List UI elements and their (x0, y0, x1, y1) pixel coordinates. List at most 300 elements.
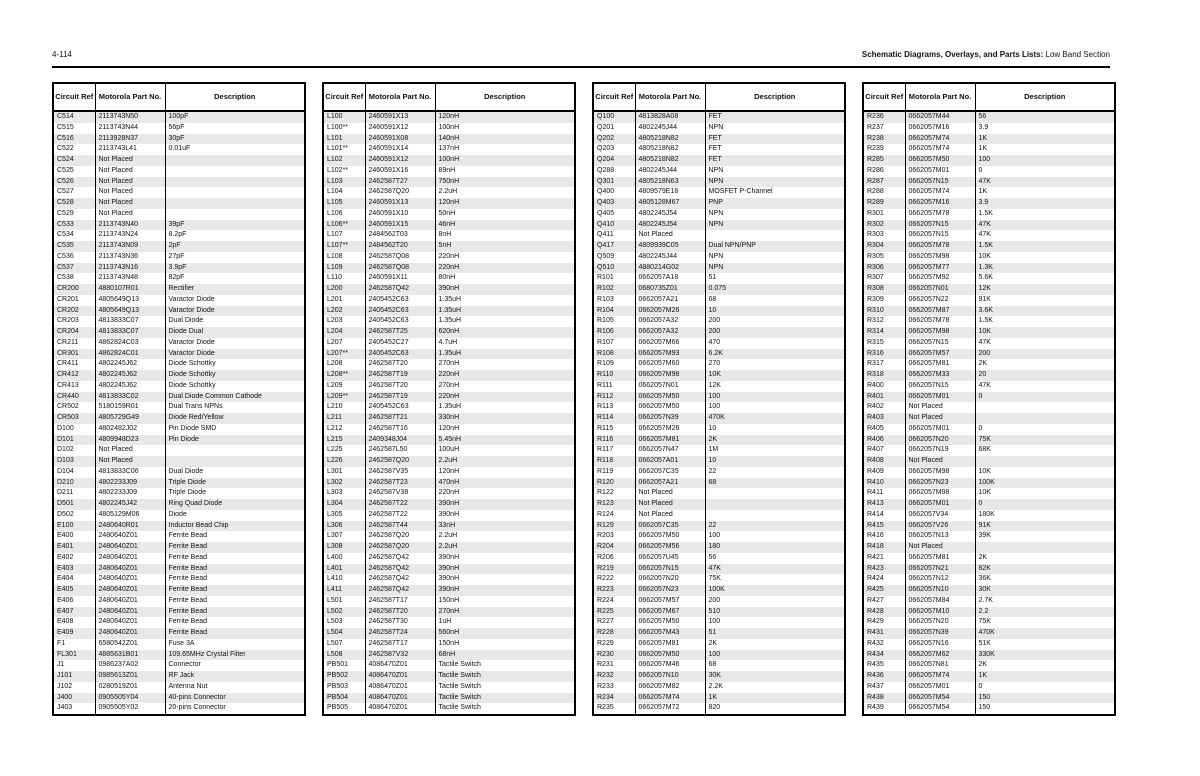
circuit-ref-cell: R438 (863, 693, 905, 704)
table-row (863, 564, 1115, 575)
circuit-ref-cell: R204 (593, 542, 635, 553)
circuit-ref-cell: R415 (863, 521, 905, 532)
table-row (593, 370, 845, 381)
description-cell: 46nH (435, 220, 575, 231)
circuit-ref-cell: L504 (323, 628, 365, 639)
circuit-ref-cell: D502 (53, 510, 95, 521)
table-row (53, 682, 305, 693)
circuit-ref-cell: R314 (863, 327, 905, 338)
part-no-cell: 0662057M57 (905, 349, 975, 360)
description-cell: Dual Diode Common Cathode (165, 392, 305, 403)
description-cell: 33nH (435, 521, 575, 532)
part-no-cell: 0662057N20 (905, 617, 975, 628)
circuit-ref-cell: C524 (53, 155, 95, 166)
description-cell: 2.2uH (435, 187, 575, 198)
part-no-cell: 4809948D23 (95, 435, 165, 446)
circuit-ref-cell: L401 (323, 564, 365, 575)
table-row (323, 402, 575, 413)
part-no-cell: 0662057M01 (905, 682, 975, 693)
description-cell: PNP (705, 198, 845, 209)
circuit-ref-cell: L207 (323, 338, 365, 349)
description-cell: Diode (165, 510, 305, 521)
description-cell: 0.075 (705, 284, 845, 295)
part-no-cell: 0662057M67 (635, 607, 705, 618)
circuit-ref-cell: CR412 (53, 370, 95, 381)
circuit-ref-cell: L102** (323, 166, 365, 177)
header-row (323, 83, 575, 111)
table-row (593, 273, 845, 284)
part-no-cell: 2462587T22 (365, 510, 435, 521)
table-row (323, 252, 575, 263)
circuit-ref-cell: Q403 (593, 198, 635, 209)
table-row (593, 284, 845, 295)
description-header: Description (435, 83, 575, 111)
table-row (53, 220, 305, 231)
part-no-cell: 4802245J62 (95, 370, 165, 381)
description-cell: 51 (705, 628, 845, 639)
circuit-ref-cell: C538 (53, 273, 95, 284)
circuit-ref-cell: Q400 (593, 187, 635, 198)
part-no-cell: 0662057N10 (905, 585, 975, 596)
description-cell: Ferrite Bead (165, 542, 305, 553)
table-row (863, 596, 1115, 607)
circuit-ref-cell: L302 (323, 478, 365, 489)
circuit-ref-cell: R120 (593, 478, 635, 489)
circuit-ref-cell: R429 (863, 617, 905, 628)
circuit-ref-cell: R406 (863, 435, 905, 446)
part-no-cell: 0662057M74 (905, 187, 975, 198)
table-row (863, 123, 1115, 134)
description-cell (705, 488, 845, 499)
part-no-cell: 0662057A18 (635, 273, 705, 284)
circuit-ref-cell: L301 (323, 467, 365, 478)
table-row (323, 531, 575, 542)
description-cell: 82K (975, 564, 1115, 575)
part-no-cell: Not Placed (95, 155, 165, 166)
table-row (323, 542, 575, 553)
circuit-ref-cell: R285 (863, 155, 905, 166)
circuit-ref-cell: R105 (593, 316, 635, 327)
table-row (323, 392, 575, 403)
circuit-ref-cell: R119 (593, 467, 635, 478)
circuit-ref-cell: R302 (863, 220, 905, 231)
description-cell: 1K (975, 671, 1115, 682)
circuit-ref-cell: R237 (863, 123, 905, 134)
description-cell: 2K (705, 435, 845, 446)
description-cell: 2.2 (975, 607, 1115, 618)
table-row (53, 553, 305, 564)
part-no-cell: 2462587T17 (365, 639, 435, 650)
table-row (323, 693, 575, 704)
description-cell: Ferrite Bead (165, 628, 305, 639)
part-no-cell: 0662057M62 (905, 650, 975, 661)
circuit-ref-cell: R309 (863, 295, 905, 306)
description-cell: 100 (705, 531, 845, 542)
circuit-ref-cell: L108 (323, 252, 365, 263)
description-cell: Dual Trans NPNs (165, 402, 305, 413)
description-cell: Varactor Diode (165, 295, 305, 306)
part-no-cell: 0662057C35 (635, 521, 705, 532)
description-cell (975, 542, 1115, 553)
description-cell: 120nH (435, 198, 575, 209)
table-row (593, 596, 845, 607)
description-cell (705, 510, 845, 521)
part-no-cell: 0662057M74 (905, 671, 975, 682)
table-row (53, 155, 305, 166)
table-row (323, 241, 575, 252)
description-cell: 30K (705, 671, 845, 682)
circuit-ref-cell: L304 (323, 499, 365, 510)
circuit-ref-cell: E405 (53, 585, 95, 596)
table-row (53, 263, 305, 274)
description-cell: 4.7uH (435, 338, 575, 349)
table-row (53, 660, 305, 671)
circuit-ref-cell: R435 (863, 660, 905, 671)
circuit-ref-cell: R129 (593, 521, 635, 532)
circuit-ref-cell: L100 (323, 111, 365, 123)
table-row (53, 381, 305, 392)
part-no-cell: 2405452C63 (365, 316, 435, 327)
section-title (862, 50, 1110, 59)
circuit-ref-cell: R224 (593, 596, 635, 607)
circuit-ref-cell: R411 (863, 488, 905, 499)
part-no-cell: Not Placed (905, 402, 975, 413)
description-cell: Rectifier (165, 284, 305, 295)
description-cell: 270 (705, 359, 845, 370)
circuit-ref-cell: R401 (863, 392, 905, 403)
description-cell: 220nH (435, 252, 575, 263)
description-cell (975, 402, 1115, 413)
table-row (323, 370, 575, 381)
circuit-ref-cell: Q203 (593, 144, 635, 155)
description-cell: 75K (975, 435, 1115, 446)
table-row (593, 402, 845, 413)
parts-table-1 (52, 82, 306, 716)
circuit-ref-cell: L207** (323, 349, 365, 360)
description-cell: 2K (975, 553, 1115, 564)
description-cell: 68 (705, 295, 845, 306)
table-row (53, 628, 305, 639)
table-row (53, 177, 305, 188)
description-cell: Diode Schottky (165, 370, 305, 381)
description-cell: 47K (975, 230, 1115, 241)
description-cell: NPN (705, 263, 845, 274)
part-no-cell: 0662057M50 (905, 155, 975, 166)
description-cell: FET (705, 111, 845, 123)
part-no-cell: 0662057M84 (905, 596, 975, 607)
circuit-ref-cell: J101 (53, 671, 95, 682)
circuit-ref-cell: J400 (53, 693, 95, 704)
table-row (863, 392, 1115, 403)
parts-tables (52, 82, 1116, 716)
description-cell: 36K (975, 574, 1115, 585)
description-cell (975, 456, 1115, 467)
circuit-ref-cell: L503 (323, 617, 365, 628)
part-no-cell: 2462587Q08 (365, 263, 435, 274)
circuit-ref-cell: D103 (53, 456, 95, 467)
circuit-ref-cell: R416 (863, 531, 905, 542)
part-no-cell: 0662057A01 (635, 456, 705, 467)
page-number: 4-114 (52, 50, 72, 59)
table-row (323, 617, 575, 628)
table-row (323, 703, 575, 715)
table-row (593, 166, 845, 177)
part-no-cell: 0662057M57 (635, 596, 705, 607)
part-no-cell: 2462587T27 (365, 177, 435, 188)
table-row (863, 230, 1115, 241)
circuit-ref-cell: CR200 (53, 284, 95, 295)
circuit-ref-cell: R427 (863, 596, 905, 607)
part-no-cell: 0662057N39 (905, 628, 975, 639)
description-cell: Tactile Switch (435, 682, 575, 693)
circuit-ref-cell: Q201 (593, 123, 635, 134)
part-no-cell: 2462587V35 (365, 467, 435, 478)
circuit-ref-cell: Q405 (593, 209, 635, 220)
table-row (53, 617, 305, 628)
table-row (323, 123, 575, 134)
table-row (323, 445, 575, 456)
description-cell: 270nH (435, 607, 575, 618)
circuit-ref-cell: R229 (593, 639, 635, 650)
description-cell: 200 (705, 327, 845, 338)
part-no-cell: 0662057M54 (905, 703, 975, 715)
table-row (863, 144, 1115, 155)
circuit-ref-cell: R409 (863, 467, 905, 478)
table-row (53, 209, 305, 220)
description-cell: 270nH (435, 359, 575, 370)
description-cell (975, 413, 1115, 424)
circuit-ref-cell: R424 (863, 574, 905, 585)
table-row (323, 564, 575, 575)
part-no-cell: 0662057N01 (635, 381, 705, 392)
circuit-ref-cell: L208 (323, 359, 365, 370)
circuit-ref-cell: C536 (53, 252, 95, 263)
table-row (323, 273, 575, 284)
circuit-ref-cell: L306 (323, 521, 365, 532)
circuit-ref-cell: D210 (53, 478, 95, 489)
table-row (863, 435, 1115, 446)
part-no-cell: 0662057M74 (905, 134, 975, 145)
part-no-cell: 0662057M98 (905, 252, 975, 263)
description-cell: 820 (705, 703, 845, 715)
part-no-cell: Not Placed (905, 413, 975, 424)
part-no-cell: 2460591X13 (365, 111, 435, 123)
table-row (53, 123, 305, 134)
table-row (323, 177, 575, 188)
table-row (53, 650, 305, 661)
circuit-ref-cell: R123 (593, 499, 635, 510)
description-cell: 470 (705, 338, 845, 349)
description-cell: 1.5K (975, 316, 1115, 327)
table-row (863, 456, 1115, 467)
part-no-cell: 0662057M16 (905, 123, 975, 134)
table-row (323, 284, 575, 295)
part-no-cell: 2462587V38 (365, 488, 435, 499)
description-cell (705, 230, 845, 241)
table-row (53, 510, 305, 521)
part-no-cell: 0662057M26 (635, 306, 705, 317)
table-row (593, 198, 845, 209)
table-row (863, 693, 1115, 704)
table-row (593, 682, 845, 693)
table-row (863, 166, 1115, 177)
table-row (323, 306, 575, 317)
table-row (323, 456, 575, 467)
circuit-ref-cell: R301 (863, 209, 905, 220)
part-no-cell: 0662057N23 (635, 585, 705, 596)
part-no-cell: 4809579E18 (635, 187, 705, 198)
table-row (53, 273, 305, 284)
table-row (323, 424, 575, 435)
circuit-ref-cell: R403 (863, 413, 905, 424)
part-no-cell: 0905505Y04 (95, 693, 165, 704)
part-no-cell: 4885631B01 (95, 650, 165, 661)
circuit-ref-cell: R231 (593, 660, 635, 671)
circuit-ref-cell: CR502 (53, 402, 95, 413)
table-row (53, 187, 305, 198)
part-no-cell: 0662057M01 (905, 166, 975, 177)
part-no-cell: 0662057M56 (635, 542, 705, 553)
description-cell: 47K (975, 338, 1115, 349)
table-row (323, 478, 575, 489)
circuit-ref-cell: L208** (323, 370, 365, 381)
description-cell: 330nH (435, 413, 575, 424)
page-header (52, 50, 1110, 59)
description-cell: NPN (705, 220, 845, 231)
description-cell: 470K (705, 413, 845, 424)
part-no-cell: 4802233J09 (95, 488, 165, 499)
description-cell: Dual Diode (165, 467, 305, 478)
description-cell: 390nH (435, 553, 575, 564)
table-row (323, 263, 575, 274)
description-cell: 50nH (435, 209, 575, 220)
description-cell: Ferrite Bead (165, 607, 305, 618)
circuit-ref-cell: R418 (863, 542, 905, 553)
circuit-ref-cell: R305 (863, 252, 905, 263)
table-row (593, 660, 845, 671)
part-no-cell: 2460591X15 (365, 220, 435, 231)
part-no-cell: 0662057M78 (905, 209, 975, 220)
description-cell: 39K (975, 531, 1115, 542)
table-row (53, 499, 305, 510)
part-no-cell: 2462587Q42 (365, 574, 435, 585)
part-no-cell: Not Placed (95, 177, 165, 188)
description-cell: 620nH (435, 327, 575, 338)
circuit-ref-cell: PB502 (323, 671, 365, 682)
table-row (53, 542, 305, 553)
description-cell: 80nH (435, 273, 575, 284)
circuit-ref-cell: L501 (323, 596, 365, 607)
table-row (863, 413, 1115, 424)
part-no-cell: 2405452C63 (365, 402, 435, 413)
table-row (863, 187, 1115, 198)
table-row (593, 306, 845, 317)
table-row (863, 682, 1115, 693)
circuit-ref-cell: CR202 (53, 306, 95, 317)
part-no-cell: 0662057M16 (905, 198, 975, 209)
table-row (53, 402, 305, 413)
circuit-ref-cell: E401 (53, 542, 95, 553)
table-row (863, 381, 1115, 392)
description-cell: 1.35uH (435, 402, 575, 413)
part-no-cell: 0662057M10 (905, 607, 975, 618)
description-cell: 120nH (435, 111, 575, 123)
description-cell: 137nH (435, 144, 575, 155)
description-cell: 10 (705, 424, 845, 435)
table-row (323, 574, 575, 585)
circuit-ref-cell: C537 (53, 263, 95, 274)
description-cell: 30pF (165, 134, 305, 145)
circuit-ref-cell: Q410 (593, 220, 635, 231)
table-row (53, 456, 305, 467)
part-no-cell: 0662057M50 (635, 392, 705, 403)
part-no-cell: 0662057N39 (635, 413, 705, 424)
description-cell: Varactor Diode (165, 306, 305, 317)
circuit-ref-cell: L307 (323, 531, 365, 542)
circuit-ref-cell: R421 (863, 553, 905, 564)
part-no-cell: 0662057N15 (905, 177, 975, 188)
table-row (323, 230, 575, 241)
part-no-cell: 0280519Z01 (95, 682, 165, 693)
description-cell: 1.35uH (435, 316, 575, 327)
circuit-ref-cell: Q301 (593, 177, 635, 188)
part-no-cell: 2462587Q08 (365, 252, 435, 263)
table-row (593, 187, 845, 198)
description-cell: 8.2pF (165, 230, 305, 241)
description-cell: 1uH (435, 617, 575, 628)
part-no-cell: 2462587T19 (365, 392, 435, 403)
table-row (863, 402, 1115, 413)
description-cell: 51 (705, 273, 845, 284)
table-row (593, 381, 845, 392)
table-row (593, 338, 845, 349)
part-no-cell: 2113743N16 (95, 263, 165, 274)
table-row (863, 327, 1115, 338)
description-cell (705, 499, 845, 510)
part-no-cell: 0662057M81 (905, 359, 975, 370)
table-row (53, 392, 305, 403)
table-row (863, 510, 1115, 521)
part-no-cell: 0662057U45 (635, 553, 705, 564)
circuit-ref-cell: L305 (323, 510, 365, 521)
description-cell: 100pF (165, 111, 305, 123)
part-no-cell: 2460591X14 (365, 144, 435, 155)
description-cell: Ferrite Bead (165, 617, 305, 628)
part-no-cell: 0662057M46 (635, 660, 705, 671)
table-row (863, 273, 1115, 284)
table-row (53, 359, 305, 370)
table-row (53, 435, 305, 446)
section-title-normal: Low Band Section (1043, 50, 1110, 59)
part-no-cell: 2462587Q42 (365, 585, 435, 596)
description-cell: 150 (975, 703, 1115, 715)
table-row (323, 295, 575, 306)
description-cell: 10 (705, 456, 845, 467)
circuit-ref-cell: J1 (53, 660, 95, 671)
circuit-ref-cell: L101 (323, 134, 365, 145)
circuit-ref-cell: L210 (323, 402, 365, 413)
part-no-cell: 2462587T17 (365, 596, 435, 607)
circuit-ref-cell: Q509 (593, 252, 635, 263)
part-no-cell: 4813833C07 (95, 316, 165, 327)
description-cell: 390nH (435, 574, 575, 585)
circuit-ref-cell: Q510 (593, 263, 635, 274)
circuit-ref-cell: L109 (323, 263, 365, 274)
table-row (53, 198, 305, 209)
part-no-cell: 0662057M01 (905, 424, 975, 435)
circuit-ref-cell: C522 (53, 144, 95, 155)
part-no-cell: 0662057N15 (905, 220, 975, 231)
